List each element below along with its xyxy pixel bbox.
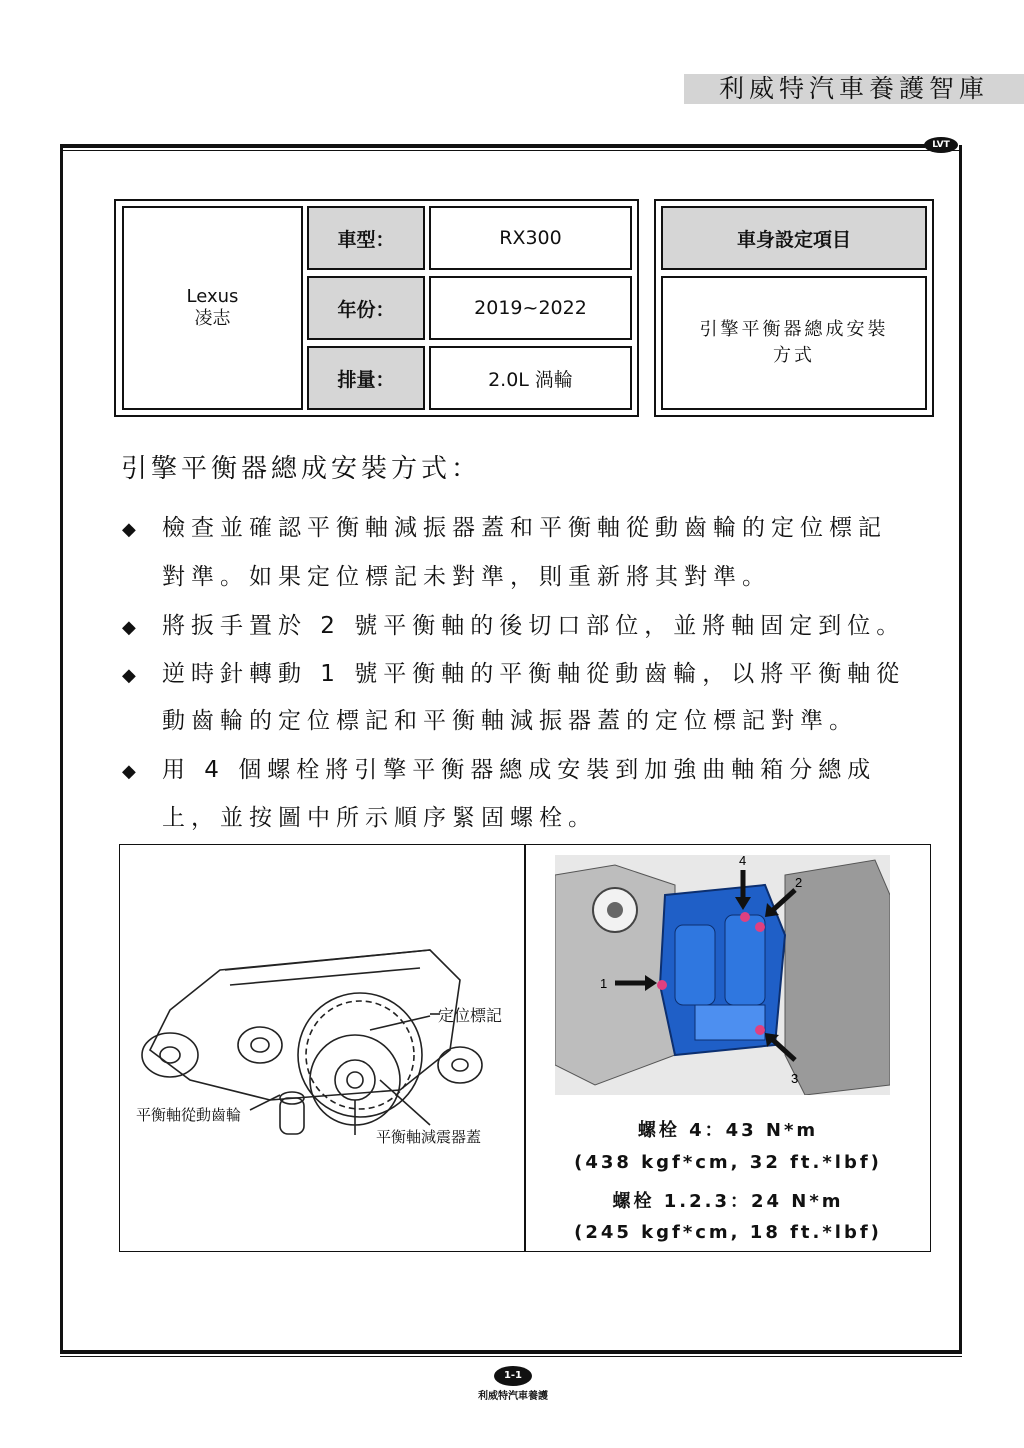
diamond-bullet-icon: ◆: [122, 519, 142, 540]
callout-3: 3: [791, 1071, 799, 1086]
page-number: 1-1: [494, 1366, 532, 1386]
diamond-bullet-icon: ◆: [122, 665, 142, 686]
callout-2: 2: [795, 875, 803, 890]
setting-value: 引擎平衡器總成安裝方式: [661, 276, 927, 410]
year-value: 2019~2022: [429, 276, 632, 340]
model-value: RX300: [429, 206, 632, 270]
bottom-rule: [60, 1350, 962, 1354]
label-damper-cover: 平衡軸減震器蓋: [376, 1128, 482, 1146]
displacement-label: 排量：: [307, 346, 425, 410]
bottom-rule-thin: [60, 1356, 962, 1357]
brand-cell: [122, 206, 303, 410]
label-alignment-mark: 定位標記: [438, 1006, 503, 1025]
step-3: ◆ 逆時針轉動 1 號平衡軸的平衡軸從動齒輪，以將平衡軸從: [122, 659, 905, 691]
setting-header: 車身設定項目: [661, 206, 927, 270]
step-4: ◆ 用 4 個螺栓將引擎平衡器總成安裝到加強曲軸箱分總成: [122, 755, 876, 787]
year-label: 年份：: [307, 276, 425, 340]
step-1-cont: 對準。如果定位標記未對準，則重新將其對準。: [162, 564, 771, 590]
displacement-value: 2.0L 渦輪: [429, 346, 632, 410]
header-title: 利威特汽車養護智庫: [718, 74, 989, 103]
step-1: ◆ 檢查並確認平衡軸減振器蓋和平衡軸從動齒輪的定位標記: [122, 513, 887, 545]
spec-bolt-123-imperial: (245 kgf*cm, 18 ft.*lbf): [574, 1222, 882, 1243]
lvt-logo: LVT: [924, 137, 958, 153]
brand-en: Lexus: [186, 286, 239, 307]
section-title: 引擎平衡器總成安裝方式：: [121, 454, 482, 484]
step-4-cont: 上，並按圖中所示順序緊固螺栓。: [162, 805, 597, 831]
step-2: ◆ 將扳手置於 2 號平衡軸的後切口部位，並將軸固定到位。: [122, 611, 905, 643]
spec-bolt-4-imperial: (438 kgf*cm, 32 ft.*lbf): [574, 1152, 882, 1173]
spec-bolt-123: 螺栓 1.2.3：24 N*m: [612, 1191, 844, 1212]
diamond-bullet-icon: ◆: [122, 617, 142, 638]
label-driven-gear: 平衡軸從動齒輪: [136, 1106, 242, 1124]
callout-4: 4: [739, 855, 747, 868]
diamond-bullet-icon: ◆: [122, 761, 142, 782]
callout-1: 1: [600, 976, 608, 991]
engine-photo: [555, 855, 890, 1095]
brand-zh: 凌志: [194, 308, 231, 329]
spec-bolt-4: 螺栓 4：43 N*m: [637, 1120, 819, 1141]
step-3-cont: 動齒輪的定位標記和平衡軸減振器蓋的定位標記對準。: [162, 708, 858, 734]
model-label: 車型：: [307, 206, 425, 270]
footer-brand: 利威特汽車養護: [478, 1391, 548, 1402]
